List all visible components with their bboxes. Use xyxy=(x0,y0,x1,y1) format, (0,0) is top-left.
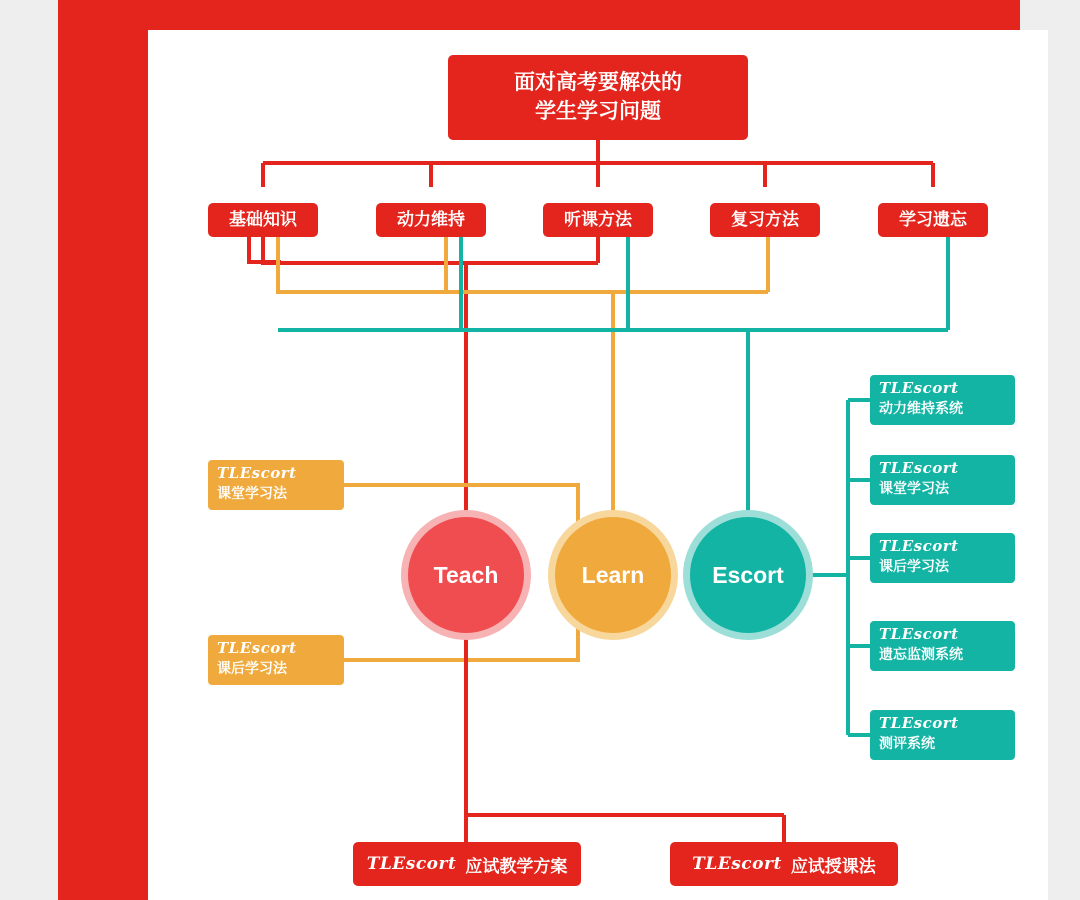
plan-label: 应试授课法 xyxy=(790,856,876,876)
tlescort-logo-icon: TLEscort xyxy=(692,853,782,874)
issue-box-listening-method[interactable] xyxy=(543,203,653,237)
red-frame-border xyxy=(58,0,1020,900)
circle-label: Escort xyxy=(712,561,784,588)
tag-label: 遗忘监测系统 xyxy=(879,646,963,662)
tag-label: 课后学习法 xyxy=(217,660,287,676)
tag-motivation-system[interactable] xyxy=(870,375,1015,425)
tlescort-logo-icon: TLEscort xyxy=(366,853,457,874)
tlescort-logo-icon: TLEscort xyxy=(217,464,297,482)
tag-label: 测评系统 xyxy=(879,735,935,751)
issue-label: 听课方法 xyxy=(564,209,632,229)
circle-escort[interactable] xyxy=(683,510,813,640)
circle-learn[interactable] xyxy=(548,510,678,640)
tlescort-logo-icon: TLEscort xyxy=(879,714,959,732)
tlescort-logo-icon: TLEscort xyxy=(879,625,959,643)
tag-label: 动力维持系统 xyxy=(879,400,963,416)
tag-label: 课堂学习法 xyxy=(879,480,949,496)
tag-classroom-learning-method-left[interactable] xyxy=(208,460,344,510)
tag-forgetting-monitor-system[interactable] xyxy=(870,621,1015,671)
plan-label: 应试教学方案 xyxy=(465,856,568,876)
issue-box-basic-knowledge[interactable] xyxy=(208,203,318,237)
page-title-line-1: 面对高考要解决的 xyxy=(514,71,682,95)
tlescort-logo-icon: TLEscort xyxy=(879,459,959,477)
issue-box-review-method[interactable] xyxy=(710,203,820,237)
tlescort-logo-icon: TLEscort xyxy=(879,537,959,555)
page-title-line-2: 学生学习问题 xyxy=(535,99,661,123)
issue-label: 复习方法 xyxy=(731,209,799,229)
tag-classroom-learning-method-right[interactable] xyxy=(870,455,1015,505)
circle-teach[interactable] xyxy=(401,510,531,640)
circle-label: Learn xyxy=(581,561,645,588)
plan-box-exam-lecturing-method[interactable] xyxy=(670,842,898,886)
tag-after-class-learning-method-left[interactable] xyxy=(208,635,344,685)
circle-label: Teach xyxy=(433,561,499,588)
issue-label: 基础知识 xyxy=(229,209,297,229)
tag-after-class-learning-method-right[interactable] xyxy=(870,533,1015,583)
tag-label: 课后学习法 xyxy=(879,558,949,574)
issue-box-forgetting[interactable] xyxy=(878,203,988,237)
tag-assessment-system[interactable] xyxy=(870,710,1015,760)
tlescort-logo-icon: TLEscort xyxy=(879,379,959,397)
tlescort-logo-icon: TLEscort xyxy=(217,639,297,657)
issue-label: 学习遗忘 xyxy=(899,209,967,229)
issue-label: 动力维持 xyxy=(397,209,465,229)
tag-label: 课堂学习法 xyxy=(217,485,287,501)
issue-box-motivation[interactable] xyxy=(376,203,486,237)
page-title xyxy=(448,55,748,140)
diagram-white-canvas xyxy=(148,30,1048,900)
plan-box-exam-teaching-plan[interactable] xyxy=(353,842,581,886)
